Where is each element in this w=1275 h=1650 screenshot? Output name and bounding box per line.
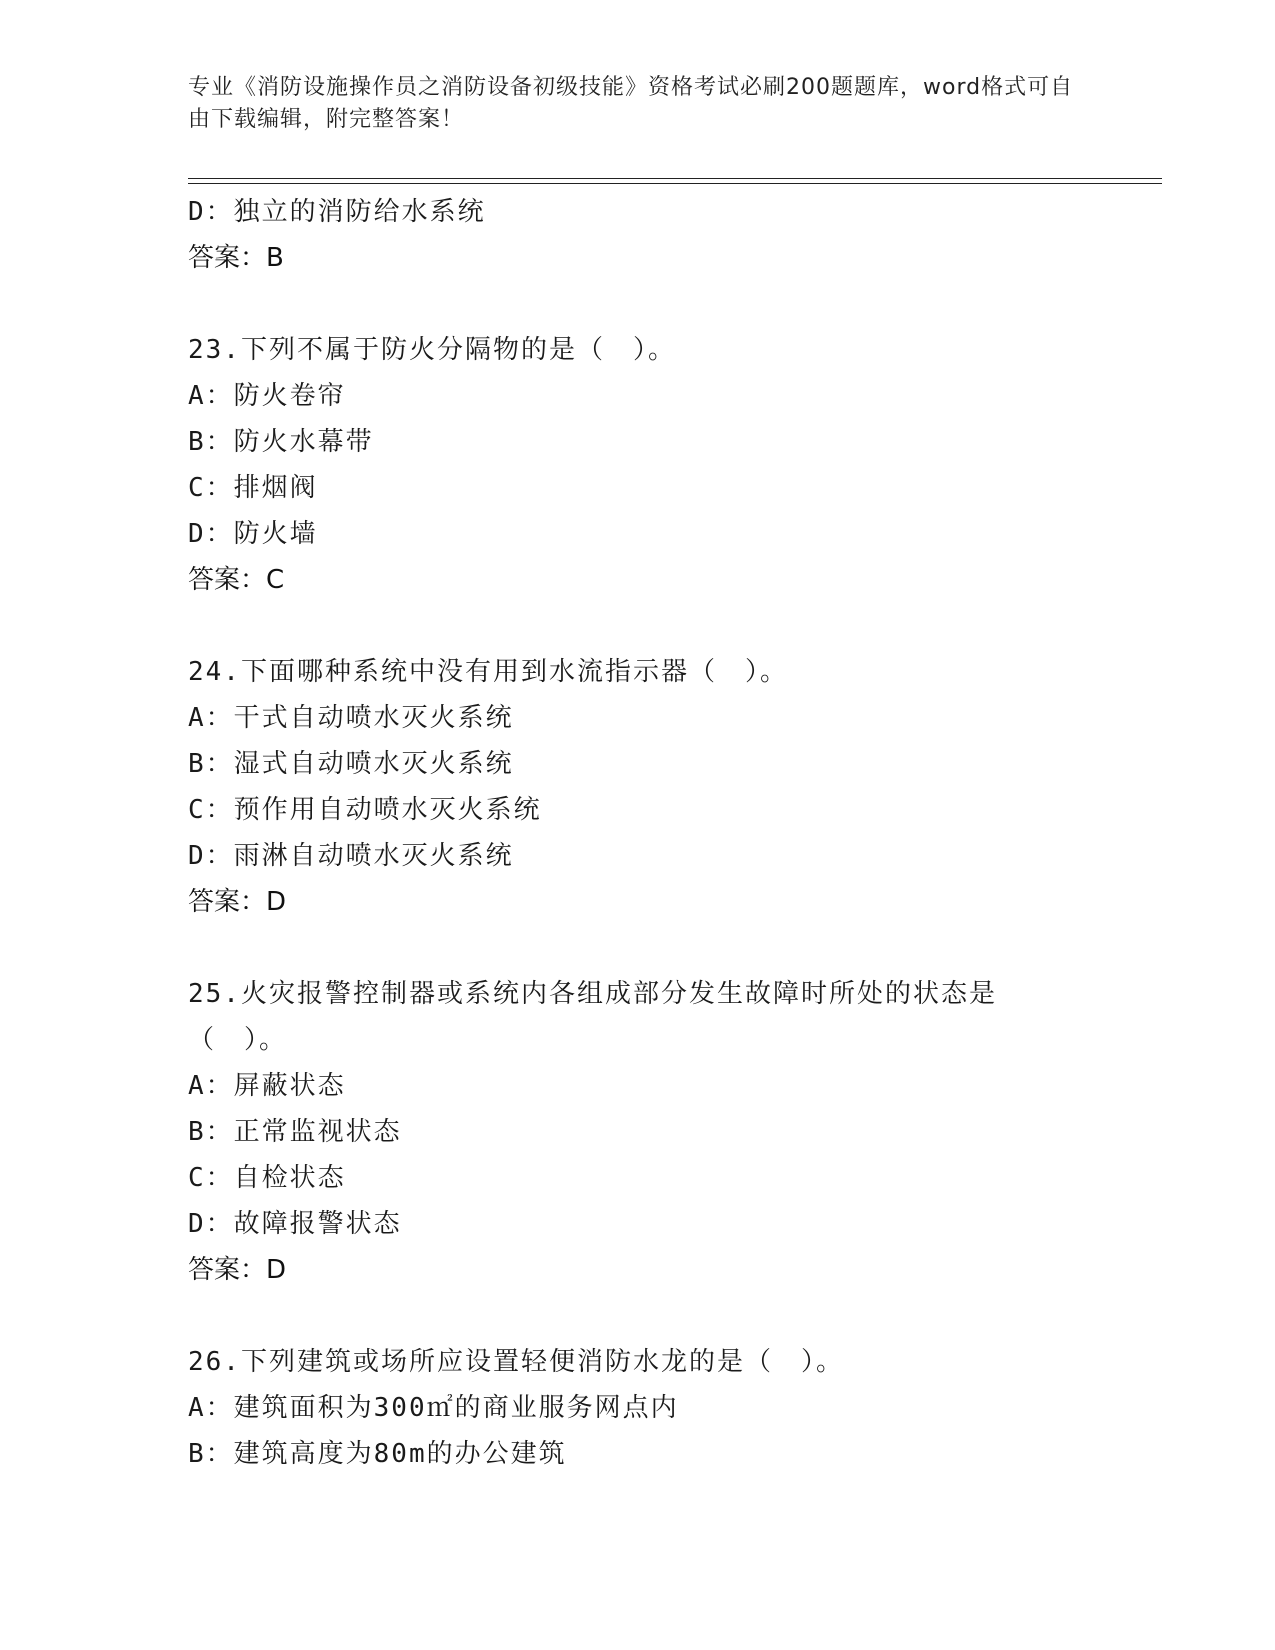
question-25: [188, 971, 1088, 1293]
option-a: A：防火卷帘: [188, 381, 346, 411]
question-stem: 26.下列建筑或场所应设置轻便消防水龙的是（ ）。: [188, 1347, 844, 1377]
option-d: D：防火墙: [188, 519, 318, 549]
question-26: [188, 1339, 1088, 1477]
question-list: [188, 189, 1088, 1477]
header-divider: [188, 183, 1162, 184]
question-stem: 24.下面哪种系统中没有用到水流指示器（ ）。: [188, 657, 788, 687]
document-header: 专业《消防设施操作员之消防设备初级技能》资格考试必刷200题题库，word格式可自由下载编辑，附完整答案！: [188, 75, 1074, 132]
option-b: B：正常监视状态: [188, 1117, 402, 1147]
answer-label: 答案：D: [188, 1255, 287, 1285]
option-d: D：故障报警状态: [188, 1209, 402, 1239]
option-d: D：独立的消防给水系统: [188, 197, 486, 227]
option-a: A：干式自动喷水灭火系统: [188, 703, 514, 733]
question-23: [188, 327, 1088, 603]
option-c: C：排烟阀: [188, 473, 318, 503]
header-divider: [188, 178, 1162, 179]
option-c: C：自检状态: [188, 1163, 346, 1193]
answer-label: 答案：D: [188, 887, 287, 917]
question-stem: 25.火灾报警控制器或系统内各组成部分发生故障时所处的状态是（ ）。: [188, 979, 997, 1055]
answer-label: 答案：C: [188, 565, 285, 595]
option-b: B：建筑高度为80m的办公建筑: [188, 1439, 567, 1469]
question-stem: 23.下列不属于防火分隔物的是（ ）。: [188, 335, 676, 365]
question-24: [188, 649, 1088, 925]
option-c: C：预作用自动喷水灭火系统: [188, 795, 542, 825]
option-b: B：湿式自动喷水灭火系统: [188, 749, 514, 779]
option-b: B：防火水幕带: [188, 427, 374, 457]
option-d: D：雨淋自动喷水灭火系统: [188, 841, 514, 871]
option-a: A：建筑面积为300㎡的商业服务网点内: [188, 1393, 679, 1423]
option-a: A：屏蔽状态: [188, 1071, 346, 1101]
answer-label: 答案：B: [188, 243, 284, 273]
